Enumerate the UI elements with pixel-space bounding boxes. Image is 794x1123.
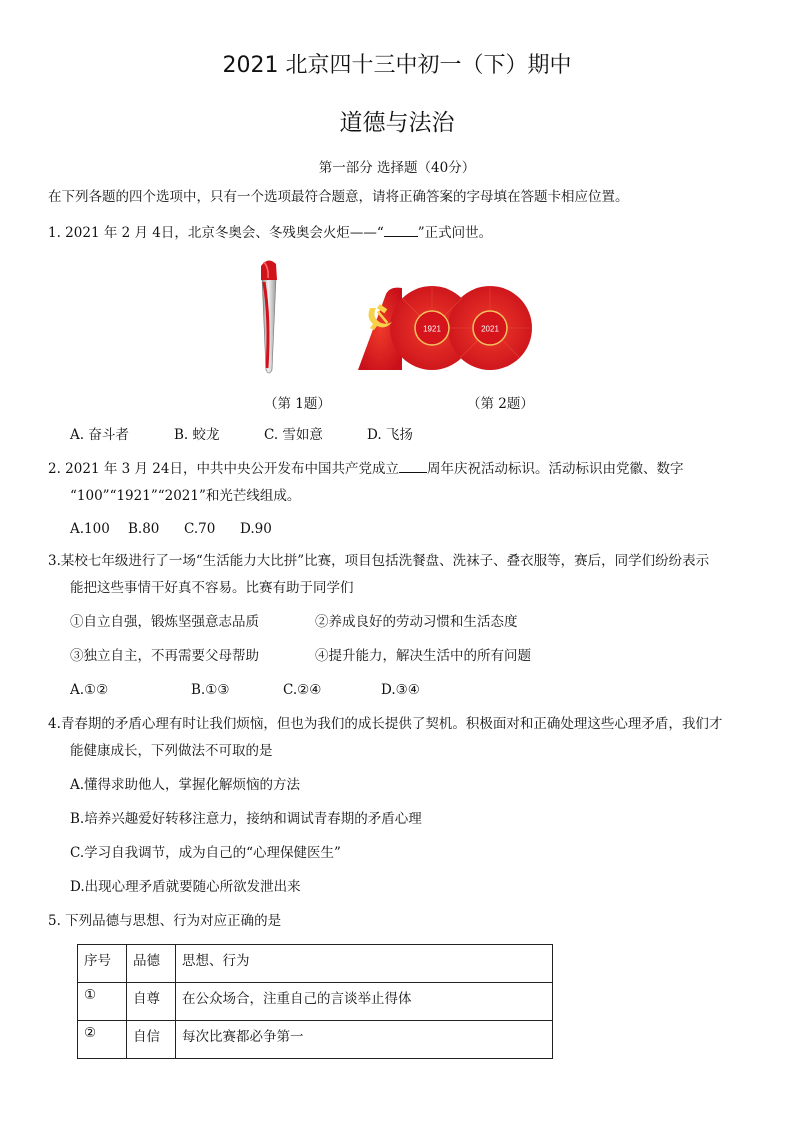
question-5-stem: 5. 下列品德与思想、行为对应正确的是	[48, 913, 282, 929]
table-cell: 每次比赛都必争第一	[176, 1021, 553, 1059]
table-header-cell: 思想、行为	[176, 945, 553, 983]
centenary-logo	[356, 284, 534, 374]
question-2-option-c: C.70	[184, 521, 216, 537]
question-3-option-a: A.①②	[70, 682, 109, 698]
question-3-option-d: D.③④	[381, 682, 420, 698]
question-5-table	[77, 944, 553, 1059]
torch-image	[256, 258, 282, 378]
question-1-option-c: C. 雪如意	[264, 427, 323, 443]
question-1-stem	[48, 224, 492, 242]
question-3-stem-line2: 能把这些事情干好真不容易。比赛有助于同学们	[70, 580, 354, 596]
question-3-item-4: ④提升能力，解决生活中的所有问题	[315, 648, 531, 664]
question-3-item-1: ①自立自强，锻炼坚强意志品质	[70, 614, 259, 630]
question-1-option-d: D. 飞扬	[367, 427, 413, 443]
instruction-text: 在下列各题的四个选项中，只有一个选项最符合题意，请将正确答案的字母填在答题卡相应位置。	[48, 189, 629, 205]
question-4-option-a: A.懂得求助他人，掌握化解烦恼的方法	[70, 777, 301, 793]
question-1-stem-before: 1. 2021 年 2 月 4日，北京冬奥会、冬残奥会火炬——“	[48, 225, 384, 241]
question-2-option-a: A.100	[70, 521, 110, 537]
question-3-item-3: ③独立自主，不再需要父母帮助	[70, 648, 259, 664]
question-4-stem-line2: 能健康成长，下列做法不可取的是	[70, 743, 273, 759]
question-4-stem-line1: 4.青春期的矛盾心理有时让我们烦恼，但也为我们的成长提供了契机。积极面对和正确处理这些心理矛盾，我们才	[48, 716, 723, 732]
question-2-option-d: D.90	[240, 521, 272, 537]
question-2-stem-after: 周年庆祝活动标识。活动标识由党徽、数字	[426, 461, 684, 477]
question-3-option-c: C.②④	[283, 682, 322, 698]
exam-title: 2021 北京四十三中初一（下）期中	[222, 53, 572, 78]
table-row	[78, 1021, 553, 1059]
question-2-option-b: B.80	[128, 521, 160, 537]
question-1-stem-after: ”正式问世。	[417, 225, 493, 241]
answer-blank	[384, 224, 418, 237]
section-heading: 第一部分 选择题（40分）	[318, 160, 476, 176]
answer-blank	[399, 460, 427, 473]
question-2-stem-before: 2. 2021 年 3 月 24日，中共中央公开发布中国共产党成立	[48, 461, 399, 477]
question-3-item-2: ②养成良好的劳动习惯和生活态度	[315, 614, 518, 630]
question-4-option-b: B.培养兴趣爱好转移注意力，接纳和调试青春期的矛盾心理	[70, 811, 422, 827]
table-cell: 在公众场合，注重自己的言谈举止得体	[176, 983, 553, 1021]
table-row	[78, 983, 553, 1021]
table-cell: ②	[78, 1021, 127, 1059]
table-header-cell: 品德	[127, 945, 176, 983]
question-2-stem-line2: “100”“1921”“2021”和光芒线组成。	[70, 488, 301, 504]
table-header-row	[78, 945, 553, 983]
question-3-stem-line1: 3.某校七年级进行了一场“生活能力大比拼”比赛，项目包括洗餐盘、洗袜子、叠衣服等，赛后，同学们纷纷表示	[48, 553, 710, 569]
question-3-option-b: B.①③	[191, 682, 230, 698]
table-header-cell: 序号	[78, 945, 127, 983]
figure-2-caption: （第 2题）	[467, 396, 534, 412]
question-2-stem	[48, 460, 683, 478]
logo-year-1921: 1921	[423, 324, 441, 334]
table-cell: ①	[78, 983, 127, 1021]
table-cell: 自信	[127, 1021, 176, 1059]
question-1-option-a: A. 奋斗者	[70, 427, 129, 443]
question-4-option-d: D.出现心理矛盾就要随心所欲发泄出来	[70, 879, 301, 895]
question-4-option-c: C.学习自我调节，成为自己的“心理保健医生”	[70, 845, 341, 861]
question-1-option-b: B. 蛟龙	[174, 427, 220, 443]
table-cell: 自尊	[127, 983, 176, 1021]
logo-year-2021: 2021	[481, 324, 499, 334]
subject-title: 道德与法治	[339, 110, 455, 136]
figure-1-caption: （第 1题）	[264, 396, 331, 412]
